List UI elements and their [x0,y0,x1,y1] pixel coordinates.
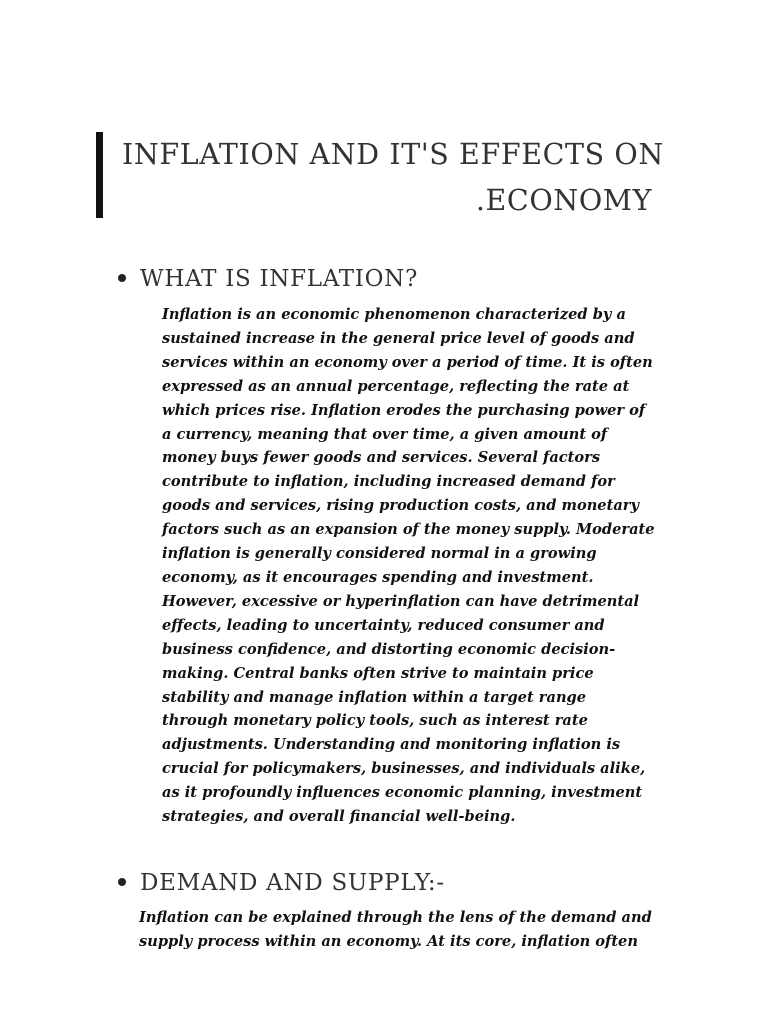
paragraph-line: through monetary policy tools, such as interest rate [162,712,588,730]
paragraph-line: Inflation is an economic phenomenon characterized by a [162,306,626,323]
page-title-line-2: .ECONOMY [475,184,652,217]
paragraph-line: sustained increase in the general price level of goods and [162,329,635,347]
paragraph-line: money buys fewer goods and services. Several factors [162,449,601,467]
paragraph-line: supply process within an economy. At its core, inflation often [139,932,638,950]
page-title [122,132,664,224]
page-title-line-1: INFLATION AND IT'S EFFECTS ON [122,138,664,171]
paragraph-line: factors such as an expansion of the money supply. Moderate [162,521,655,539]
paragraph-line: crucial for policymakers, businesses, and individuals alike, [162,760,646,778]
paragraph-line: effects, leading to uncertainty, reduced consumer and [162,616,605,634]
title-block [96,132,664,220]
bullet-icon [118,274,126,282]
section-paragraph [162,303,655,829]
paragraph-line: contribute to inflation, including increased demand for [162,473,615,491]
paragraph-line: expressed as an annual percentage, reflecting the rate at [162,377,630,395]
paragraph-line: making. Central banks often strive to maintain price [162,664,594,682]
paragraph-line: as it profoundly influences economic planning, investment [162,784,643,802]
paragraph-line: which prices rise. Inflation erodes the purchasing power of [162,401,646,419]
paragraph-line: a currency, meaning that over time, a given amount of [162,425,608,443]
paragraph-line: strategies, and overall financial well-being. [162,808,516,826]
bullet-icon [118,878,126,886]
paragraph-line: However, excessive or hyperinflation can have detrimental [162,592,640,610]
paragraph-line: inflation is generally considered normal in a growing [162,545,597,563]
paragraph-line: economy, as it encourages spending and investment. [162,568,594,586]
paragraph-line: services within an economy over a period of time. It is often [162,353,653,371]
title-accent-bar [96,132,103,218]
paragraph-line: business confidence, and distorting economic decision- [162,640,616,658]
section-heading: WHAT IS INFLATION? [140,266,418,292]
paragraph-line: adjustments. Understanding and monitoring inflation is [162,736,621,754]
paragraph-line: goods and services, rising production costs, and monetary [162,497,639,515]
paragraph-line: Inflation can be explained through the lens of the demand and [139,909,652,926]
paragraph-line: stability and manage inflation within a target range [162,688,587,706]
section-heading: DEMAND AND SUPPLY:- [140,870,445,896]
section-paragraph [139,906,652,954]
